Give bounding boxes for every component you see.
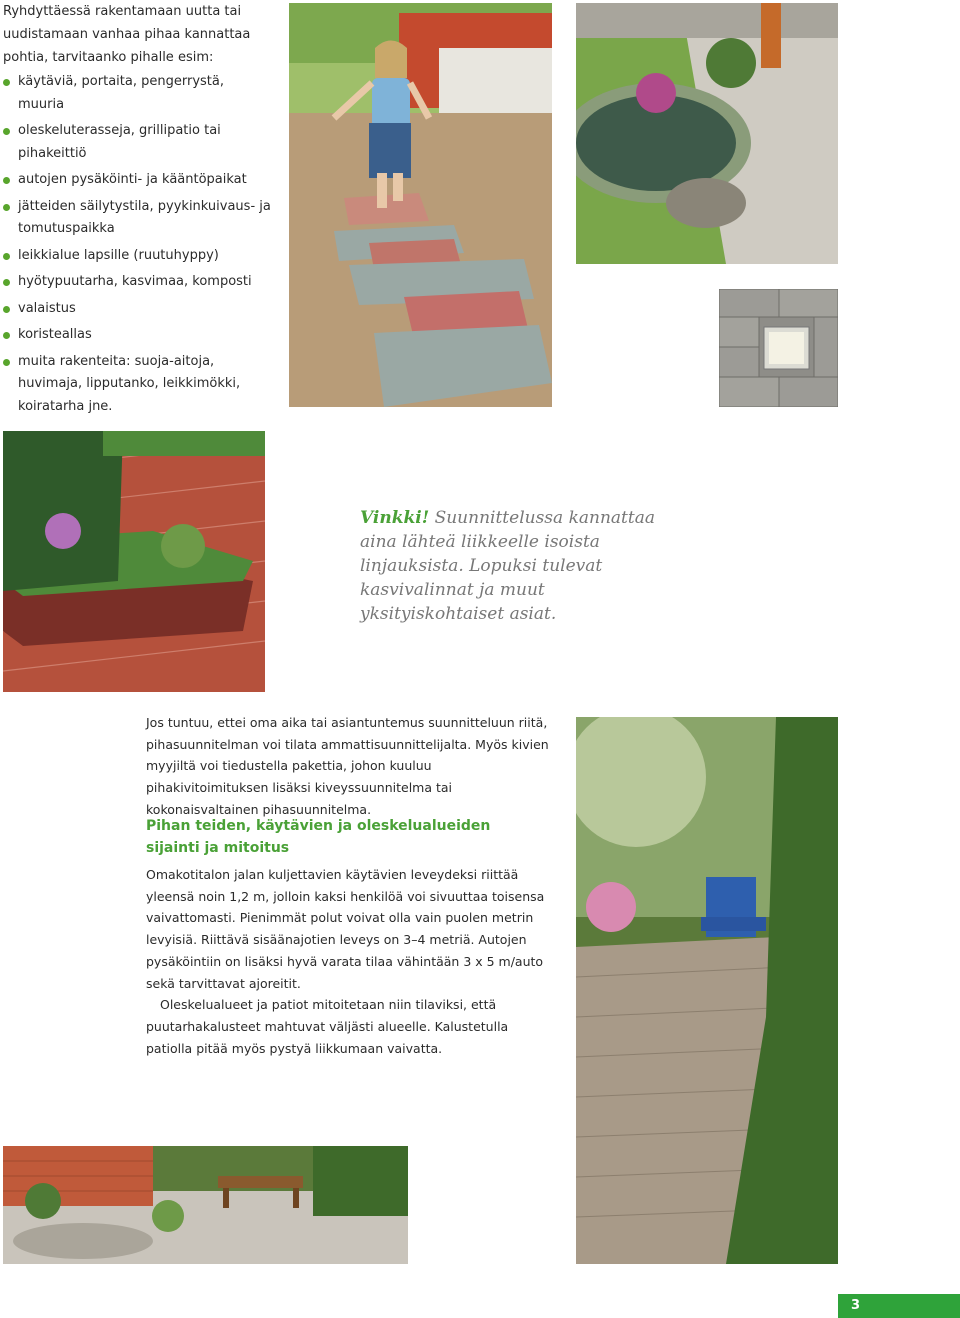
list-item: jätteiden säilytystila, pyykinkuivaus- ja tomutuspaikka	[3, 196, 273, 241]
list-item: koristeallas	[3, 324, 273, 347]
bullet-icon	[3, 332, 10, 339]
intro-section	[3, 0, 273, 422]
paragraph: Omakotitalon jalan kuljettavien käytävien leveydeksi riittää yleensä noin 1,2 m, jolloin kaksi henkilöä voi sivuuttaa toisensa vaivattomasti. Pienimmät polut voivat olla vain puolen metrin levyisiä. Riittävä sisäänajotien leveys on 3–4 metriä. Autojen pysäköintiin on lisäksi hyvä varata tilaa vähintään 3 x 5 m/auto sekä tarvittavat ajoreitit.	[146, 867, 545, 991]
bullet-icon	[3, 204, 10, 211]
list-item: muita rakenteita: suoja-aitoja, huvimaja, lipputanko, leikkimökki, koiratarha jne.	[3, 351, 273, 419]
pond-illustration	[576, 3, 838, 264]
list-item: autojen pysäköinti- ja kääntöpaikat	[3, 169, 273, 192]
bullet-icon	[3, 128, 10, 135]
tip-label: Vinkki!	[360, 508, 430, 528]
bullet-icon	[3, 177, 10, 184]
paragraph: Oleskelualueet ja patiot mitoitetaan niin tilaviksi, että puutarhakalusteet mahtuvat väljästi alueelle. Kalustetulla patiolla pitää myös pystyä liikkumaan vaivatta.	[146, 997, 509, 1056]
wall-light-photo	[719, 289, 838, 407]
bullet-icon	[3, 359, 10, 366]
tip-callout	[360, 506, 690, 626]
pond-photo	[576, 3, 838, 264]
checklist	[3, 71, 273, 418]
tip-text: Suunnittelussa kannattaa aina lähteä liikkeelle isoista linjauksista. Lopuksi tulevat kasvivalinnat ja muut yksityiskohtaiset asiat.	[360, 508, 655, 624]
list-item: leikkialue lapsille (ruutuhyppy)	[3, 245, 273, 268]
brick-planter-illustration	[3, 431, 265, 692]
bullet-icon	[3, 279, 10, 286]
hopscotch-illustration	[289, 3, 552, 407]
list-item: hyötypuutarha, kasvimaa, komposti	[3, 271, 273, 294]
body-paragraph-2	[146, 864, 551, 1059]
patio-photo	[3, 1146, 408, 1264]
bullet-icon	[3, 79, 10, 86]
garden-bench-illustration	[576, 717, 838, 1264]
brick-planter-photo	[3, 431, 265, 692]
bullet-icon	[3, 253, 10, 260]
patio-illustration	[3, 1146, 408, 1264]
body-paragraph-1: Jos tuntuu, ettei oma aika tai asiantuntemus suunnitteluun riitä, pihasuunnitelman voi tilata ammattisuunnittelijalta. Myös kivien myyjiltä voi tiedustella pakettia, johon kuuluu pihakivitoimituksen lisäksi kiveyssuunnitelma tai kokonaisvaltainen pihasuunnitelma.	[146, 715, 549, 817]
hopscotch-photo	[289, 3, 552, 407]
list-item: oleskeluterasseja, grillipatio tai pihakeittiö	[3, 120, 273, 165]
list-item: valaistus	[3, 298, 273, 321]
list-item: käytäviä, portaita, pengerrystä, muuria	[3, 71, 273, 116]
section-heading: Pihan teiden, käytävien ja oleskelualueiden sijainti ja mitoitus	[146, 818, 491, 856]
wall-light-illustration	[719, 289, 838, 407]
garden-bench-photo	[576, 717, 838, 1264]
intro-text: Ryhdyttäessä rakentamaan uutta tai uudistamaan vanhaa pihaa kannattaa pohtia, tarvitaanko pihalle esim:	[3, 4, 251, 65]
page-number: 3	[838, 1294, 960, 1318]
bullet-icon	[3, 306, 10, 313]
